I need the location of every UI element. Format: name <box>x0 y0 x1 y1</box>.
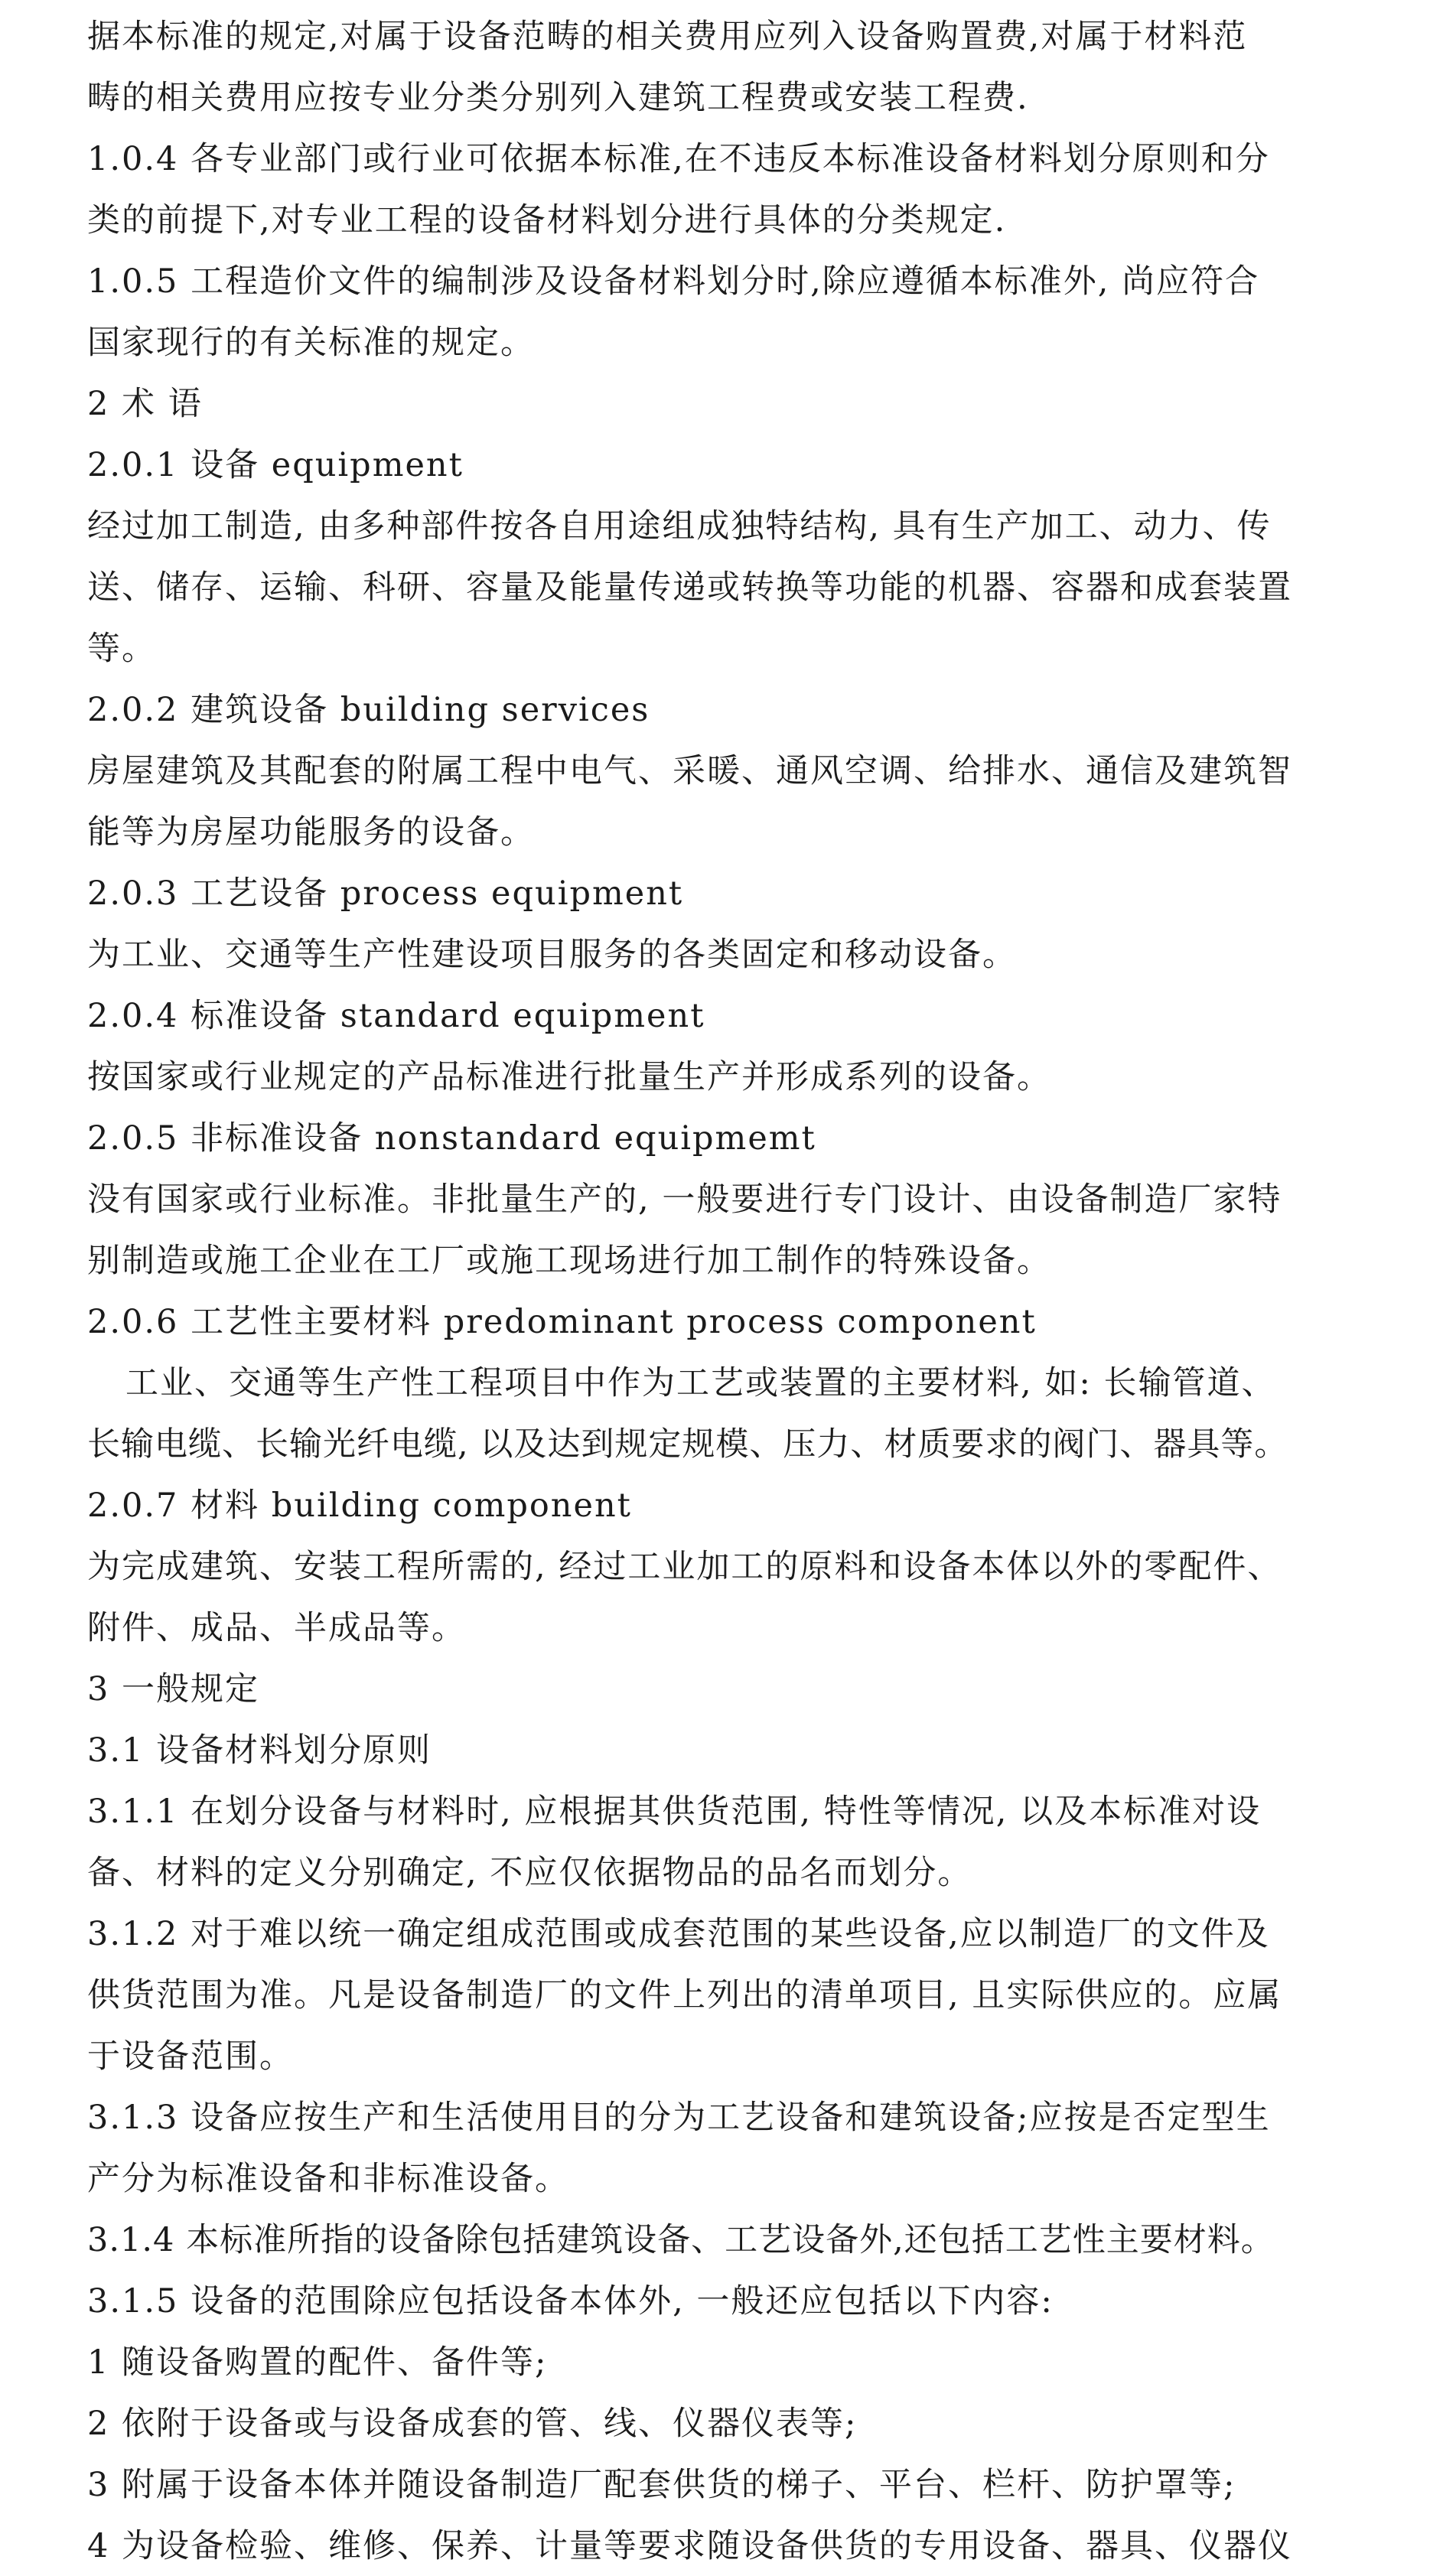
list-item-1: 1 随设备购置的配件、备件等; <box>87 2343 548 2382</box>
text-line-21: 别制造或施工企业在工厂或施工现场进行加工制作的特殊设备。 <box>87 1242 1051 1280</box>
list-item-4: 4 为设备检验、维修、保养、计量等要求随设备供货的专用设备、器具、仪器仪 <box>87 2527 1293 2565</box>
clause-3-1-4: 3.1.4 本标准所指的设备除包括建筑设备、工艺设备外,还包括工艺性主要材料。 <box>87 2221 1275 2259</box>
text-line-02: 畴的相关费用应按专业分类分别列入建筑工程费或安装工程费. <box>87 79 1029 117</box>
text-line-13: 房屋建筑及其配套的附属工程中电气、采暖、通风空调、给排水、通信及建筑智 <box>87 752 1292 790</box>
text-line-27: 附件、成品、半成品等。 <box>87 1609 466 1647</box>
list-item-2: 2 依附于设备或与设备成套的管、线、仪器仪表等; <box>87 2405 858 2443</box>
text-line-36: 产分为标准设备和非标准设备。 <box>87 2160 569 2198</box>
term-2-0-6: 2.0.6 工艺性主要材料 predominant process component <box>87 1303 1037 1341</box>
text-line-20: 没有国家或行业标准。非批量生产的, 一般要进行专门设计、由设备制造厂家特 <box>87 1181 1282 1219</box>
text-line-18: 按国家或行业规定的产品标准进行批量生产并形成系列的设备。 <box>87 1058 1051 1096</box>
section-heading-terms: 2 术 语 <box>87 385 203 423</box>
text-line-09: 经过加工制造, 由多种部件按各自用途组成独特结构, 具有生产加工、动力、传 <box>87 507 1272 545</box>
text-line-01: 据本标准的规定,对属于设备范畴的相关费用应列入设备购置费,对属于材料范 <box>87 18 1248 56</box>
clause-3-1-3: 3.1.3 设备应按生产和生活使用目的分为工艺设备和建筑设备;应按是否定型生 <box>87 2099 1271 2137</box>
text-line-06: 国家现行的有关标准的规定。 <box>87 324 535 362</box>
text-line-34: 于设备范围。 <box>87 2037 294 2076</box>
clause-3-1-5: 3.1.5 设备的范围除应包括设备本体外, 一般还应包括以下内容: <box>87 2282 1054 2320</box>
text-line-31: 备、材料的定义分别确定, 不应仅依据物品的品名而划分。 <box>87 1854 972 1892</box>
text-line-10: 送、储存、运输、科研、容量及能量传递或转换等功能的机器、容器和成套装置 <box>87 568 1292 607</box>
term-2-0-4: 2.0.4 标准设备 standard equipment <box>87 997 705 1035</box>
subsection-heading-3-1: 3.1 设备材料划分原则 <box>87 1731 432 1770</box>
text-line-11: 等。 <box>87 630 156 668</box>
term-2-0-2: 2.0.2 建筑设备 building services <box>87 691 650 729</box>
text-line-24: 长输电缆、长输光纤电缆, 以及达到规定规模、压力、材质要求的阀门、器具等。 <box>87 1425 1288 1464</box>
text-line-26: 为完成建筑、安装工程所需的, 经过工业加工的原料和设备本体以外的零配件、 <box>87 1548 1282 1586</box>
text-line-04: 类的前提下,对专业工程的设备材料划分进行具体的分类规定. <box>87 201 1007 239</box>
term-2-0-1: 2.0.1 设备 equipment <box>87 446 464 484</box>
term-2-0-5: 2.0.5 非标准设备 nonstandard equipmemt <box>87 1119 816 1158</box>
section-heading-general-rules: 3 一般规定 <box>87 1670 260 1708</box>
text-line-33: 供货范围为准。凡是设备制造厂的文件上列出的清单项目, 且实际供应的。应属 <box>87 1976 1282 2014</box>
list-item-3: 3 附属于设备本体并随设备制造厂配套供货的梯子、平台、栏杆、防护罩等; <box>87 2466 1236 2504</box>
clause-3-1-1: 3.1.1 在划分设备与材料时, 应根据其供货范围, 特性等情况, 以及本标准对设 <box>87 1793 1262 1831</box>
clause-3-1-2: 3.1.2 对于难以统一确定组成范围或成套范围的某些设备,应以制造厂的文件及 <box>87 1915 1270 1953</box>
text-line-14: 能等为房屋功能服务的设备。 <box>87 813 535 852</box>
text-line-23: 工业、交通等生产性工程项目中作为工艺或装置的主要材料, 如: 长输管道、 <box>125 1364 1276 1402</box>
clause-1-0-5: 1.0.5 工程造价文件的编制涉及设备材料划分时,除应遵循本标准外, 尚应符合 <box>87 262 1260 301</box>
term-2-0-7: 2.0.7 材料 building component <box>87 1487 632 1525</box>
text-line-16: 为工业、交通等生产性建设项目服务的各类固定和移动设备。 <box>87 936 1017 974</box>
clause-1-0-4: 1.0.4 各专业部门或行业可依据本标准,在不违反本标准设备材料划分原则和分 <box>87 140 1270 178</box>
term-2-0-3: 2.0.3 工艺设备 process equipment <box>87 874 684 913</box>
